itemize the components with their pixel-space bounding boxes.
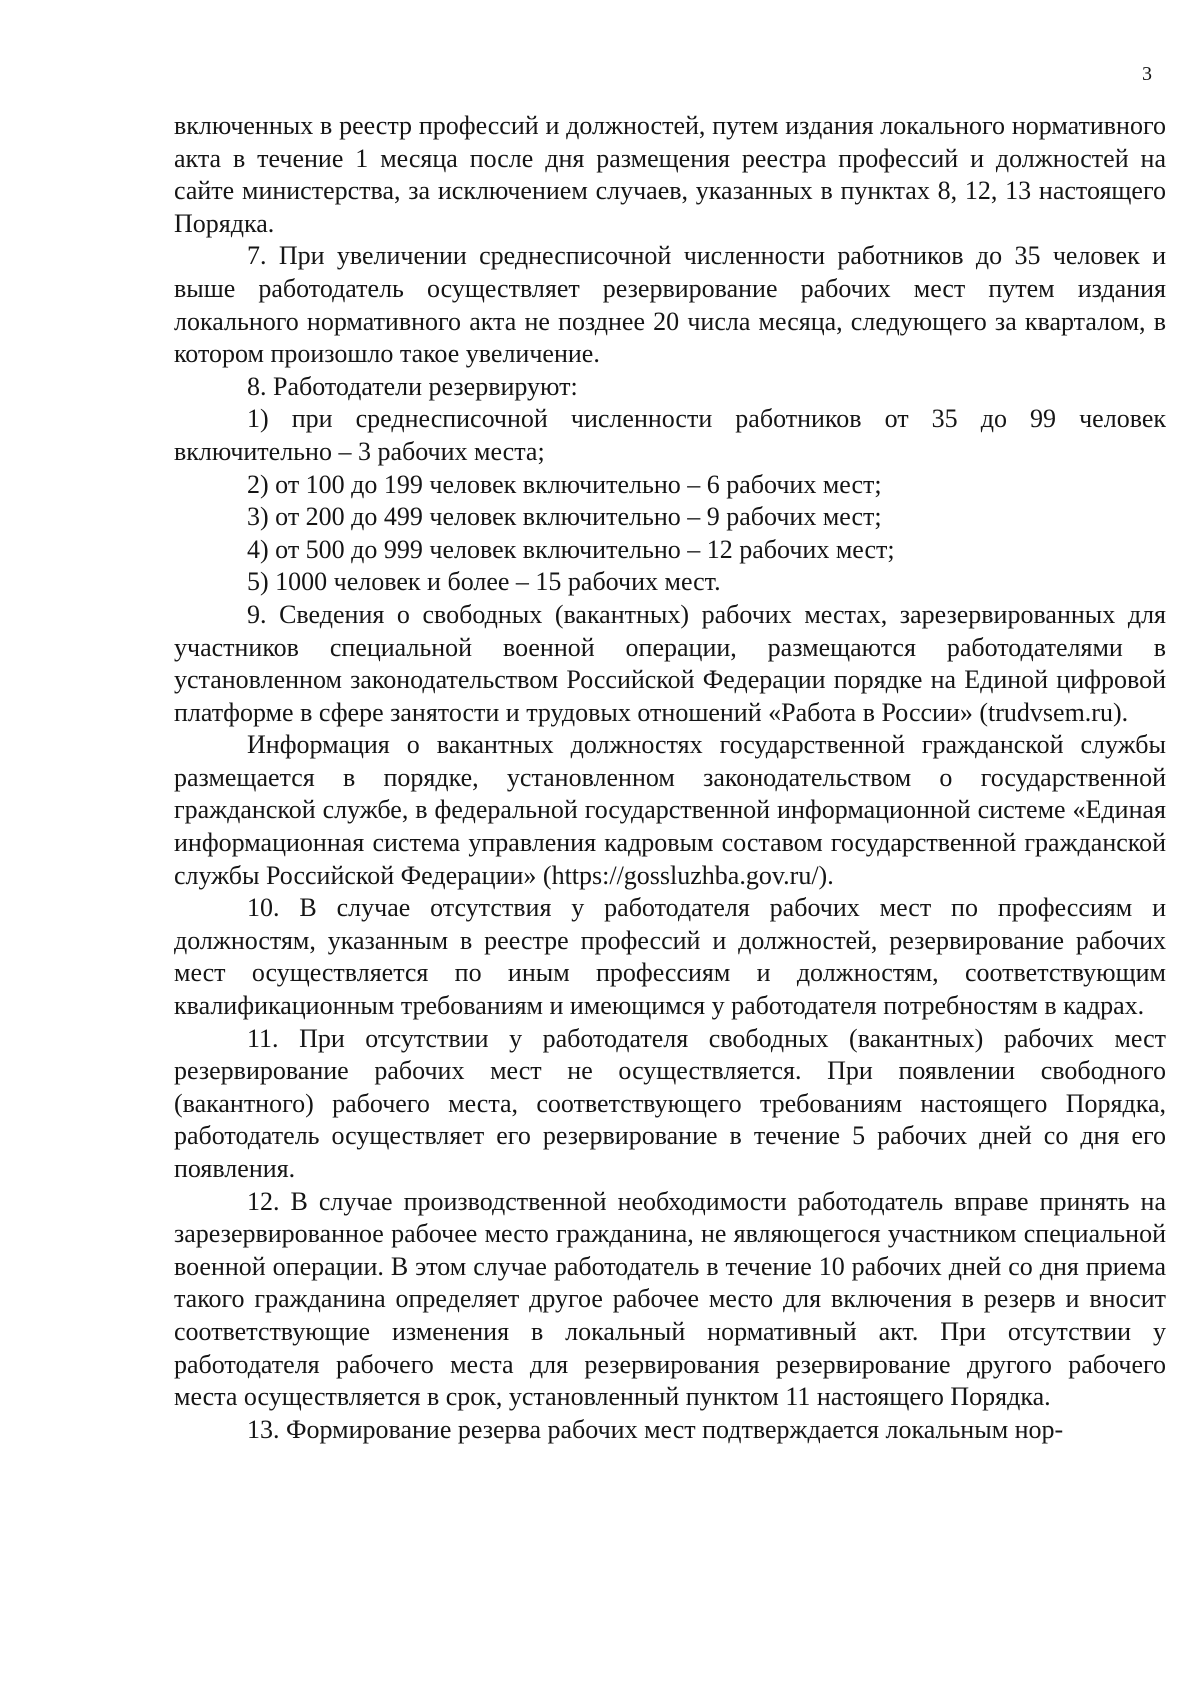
paragraph-8-item-5: 5) 1000 человек и более – 15 рабочих мест. [247,567,721,597]
paragraph-9: 9. Сведения о свободных (вакантных) рабочих местах, зарезервированных для участников специальной военной операции, размещаются работодателями в установленном законодательством Российской Федерации порядке на Единой цифровой платформе в сфере занятости и трудовых отношений «Работа в России» (trudvsem.ru). [174,599,1166,727]
page-number: 3 [1142,63,1152,85]
paragraph-7: 7. При увеличении среднесписочной численности работников до 35 человек и выше работодатель осуществляет резервирование рабочих мест путем издания локального нормативного акта не позднее 20 числа месяца, следующего за кварталом, в котором произошло такое увеличение. [174,241,1166,369]
paragraph-13-start: 13. Формирование резерва рабочих мест подтверждается локальным нор- [247,1414,1064,1444]
paragraph-6-continued: включенных в реестр профессий и должностей, путем издания локального нормативного акта в течение 1 месяца после дня размещения реестра профессий и должностей на сайте министерства, за исключением случаев, указанных в пунктах 8, 12, 13 настоящего Порядка. [174,111,1166,238]
paragraph-11: 11. При отсутствии у работодателя свободных (вакантных) рабочих мест резервирование рабочих мест не осуществляется. При появлении свободного (вакантного) рабочего места, соответствующего требованиям настоящего Порядка, работодатель осуществляет его резервирование в течение 5 рабочих дней со дня его появления. [174,1023,1166,1183]
paragraph-8-item-4: 4) от 500 до 999 человек включительно – 12 рабочих мест; [247,534,895,564]
paragraph-12: 12. В случае производственной необходимости работодатель вправе принять на зарезервированное рабочее место гражданина, не являющегося участником специальной военной операции. В этом случае работодатель в течение 10 рабочих дней со дня приема такого гражданина определяет другое рабочее место для включения в резерв и вносит соответствующие изменения в локальный нормативный акт. При отсутствии у работодателя рабочего места для резервирования резервирование другого рабочего места осуществляется в срок, установленный пунктом 11 настоящего Порядка. [174,1186,1166,1412]
document-body [174,110,1166,1446]
paragraph-8-item-2: 2) от 100 до 199 человек включительно – 6 рабочих мест; [247,469,882,499]
paragraph-8-item-3: 3) от 200 до 499 человек включительно – 9 рабочих мест; [247,502,882,532]
paragraph-8: 8. Работодатели резервируют: [247,371,578,401]
paragraph-10: 10. В случае отсутствия у работодателя рабочих мест по профессиям и должностям, указанным в реестре профессий и должностей, резервирование рабочих мест осуществляется по иным профессиям и должностям, соответствующим квалификационным требованиям и имеющимся у работодателя потребностям в кадрах. [174,893,1166,1021]
paragraph-9-info: Информация о вакантных должностях государственной гражданской службы размещается в порядке, установленном законодательством о государственной гражданской службе, в федеральной государственной информационной системе «Единая информационная система управления кадровым составом государственной гражданской службы Российской Федерации» (https://gossluzhba.gov.ru/). [174,730,1166,890]
paragraph-8-item-1: 1) при среднесписочной численности работников от 35 до 99 человек включительно – 3 рабочих места; [174,404,1166,466]
